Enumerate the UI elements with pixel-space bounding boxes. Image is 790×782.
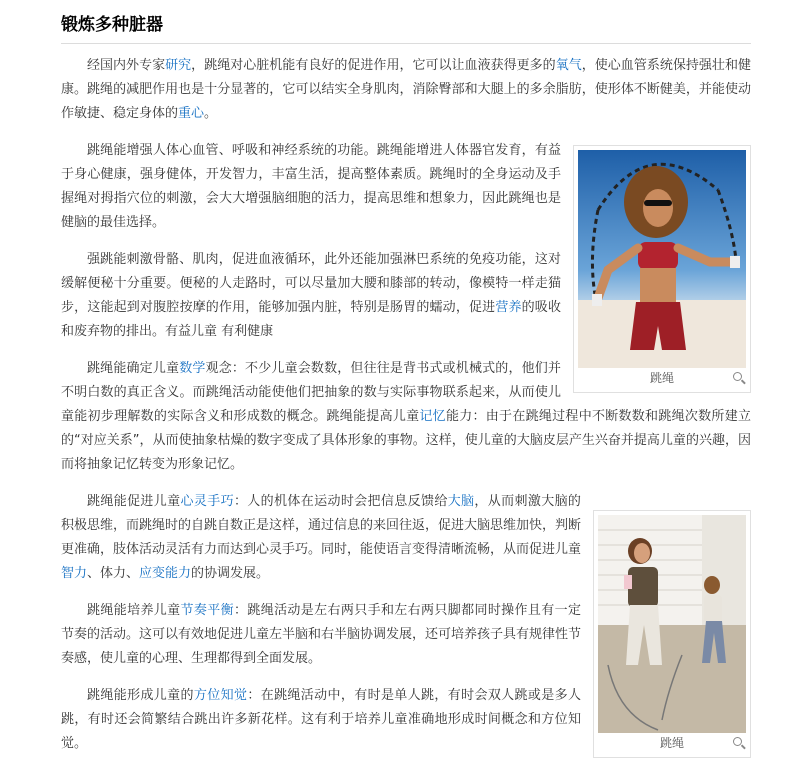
text-segment: 跳绳能培养儿童 — [87, 603, 181, 618]
children-jumping-illustration — [598, 515, 746, 733]
text-segment: 的吸收和废弃物的排出。有益儿童 有利健康 — [61, 300, 561, 339]
children-jumping-image[interactable] — [598, 515, 746, 733]
text-segment: 经国内外专家 — [87, 58, 166, 73]
text-segment: 跳绳能确定儿童 — [87, 361, 180, 376]
text-segment: ，从而刺激大脑的积极思维，而跳绳时的自跳自数正是这样，通过信息的来回往返，促进大脑思维加快，判断更准确，肢体活动灵活有力而达到心灵手巧。同时，能使语言变得清晰流畅，从而促进儿童 — [61, 494, 582, 557]
figure-caption — [598, 733, 746, 753]
jump-rope-woman-image[interactable] — [578, 150, 746, 368]
link-yanjiu[interactable]: 研究 — [165, 58, 192, 73]
text-segment: ，使心血管系统保持强壮和健康。跳绳的减肥作用也是十分显著的，它可以结实全身肌肉，消除臀部和大腿上的多余脂肪，使形体不断健美，并能使动作敏捷、稳定身体的 — [61, 58, 751, 121]
caption-text: 跳绳 — [649, 371, 674, 385]
figure-children-jumping[interactable] — [593, 510, 751, 758]
paragraph-1 — [61, 54, 751, 126]
link-fangweizhijue[interactable]: 方位知觉 — [193, 688, 248, 703]
text-segment: 观念：不少儿童会数数，但往往是背书式或机械式的，他们并不明白数的真正含义。而跳绳活动能使他们把抽象的数与实际事物联系起来，从而使儿童能初步理解数的实际含义和形成数的概念。跳绳能提高儿童 — [61, 361, 561, 424]
magnify-icon[interactable] — [733, 737, 742, 746]
text-segment: 跳绳能促进儿童 — [87, 494, 181, 509]
text-segment: 。 — [204, 106, 218, 121]
text-segment: 的协调发展。 — [191, 566, 270, 581]
article-body — [61, 54, 751, 769]
link-zhongxin[interactable]: 重心 — [178, 106, 205, 121]
figure-caption — [578, 368, 746, 388]
jump-rope-woman-illustration — [578, 150, 746, 368]
link-jiyi[interactable]: 记忆 — [419, 409, 446, 424]
link-yingyang[interactable]: 营养 — [495, 300, 522, 315]
text-segment: ，跳绳对心脏机能有良好的促进作用，它可以让血液获得更多的 — [191, 58, 556, 73]
link-shuxue[interactable]: 数学 — [179, 361, 206, 376]
link-yangqi[interactable]: 氧气 — [555, 58, 582, 73]
text-segment: 强跳能刺激骨骼、肌肉，促进血液循环，此外还能加强淋巴系统的免疫功能，这对缓解便秘十分重要。便秘的人走路时，可以尽量加大腰和膝部的转动，像模特一样走猫步，这能起到对腹腔按摩的作用，能够加强内脏，特别是肠胃的蠕动，促进 — [61, 252, 561, 315]
text-segment: 跳绳能形成儿童的 — [87, 688, 194, 703]
caption-text: 跳绳 — [659, 736, 684, 750]
text-segment: ：人的机体在运动时会把信息反馈给 — [233, 494, 448, 509]
text-segment: 、体力、 — [87, 566, 140, 581]
magnify-icon[interactable] — [733, 372, 742, 381]
link-yingbiannengli[interactable]: 应变能力 — [139, 566, 192, 581]
link-zhili[interactable]: 智力 — [61, 566, 88, 581]
link-danao[interactable]: 大脑 — [447, 494, 475, 509]
text-segment: ：跳绳活动是左右两只手和左右两只脚都同时操作且有一定节奏的活动。这可以有效地促进儿童左半脑和右半脑协调发展，还可培养孩子具有规律性节奏感，使儿童的心理、生理都得到全面发展。 — [61, 603, 582, 666]
section-heading: 锻炼多种脏器 — [61, 10, 751, 44]
link-jiezoupingheng[interactable]: 节奏平衡 — [180, 603, 234, 618]
text-segment: 能力：由于在跳绳过程中不断数数和跳绳次数所建立的“对应关系”，从而使抽象枯燥的数字变成了具体形象的事物。这样，使儿童的大脑皮层产生兴奋并提高儿童的兴趣，因而将抽象记忆转变为形象记忆。 — [61, 409, 751, 472]
link-xinlingshouqiao[interactable]: 心灵手巧 — [180, 494, 234, 509]
text-segment: 跳绳能增强人体心血管、呼吸和神经系统的功能。跳绳能增进人体器官发育，有益于身心健康，强身健体，开发智力，丰富生活，提高整体素质。跳绳时的全身运动及手握绳对拇指穴位的刺激，会大大增强脑细胞的活力，提高思维和想象力，因此跳绳也是健脑的最佳选择。 — [61, 143, 561, 230]
text-segment: ：在跳绳活动中，有时是单人跳，有时会双人跳或是多人跳，有时还会简繁结合跳出许多新花样。这有利于培养儿童准确地形成时间概念和方位知觉。 — [61, 688, 581, 751]
figure-jump-rope-woman[interactable] — [573, 145, 751, 393]
